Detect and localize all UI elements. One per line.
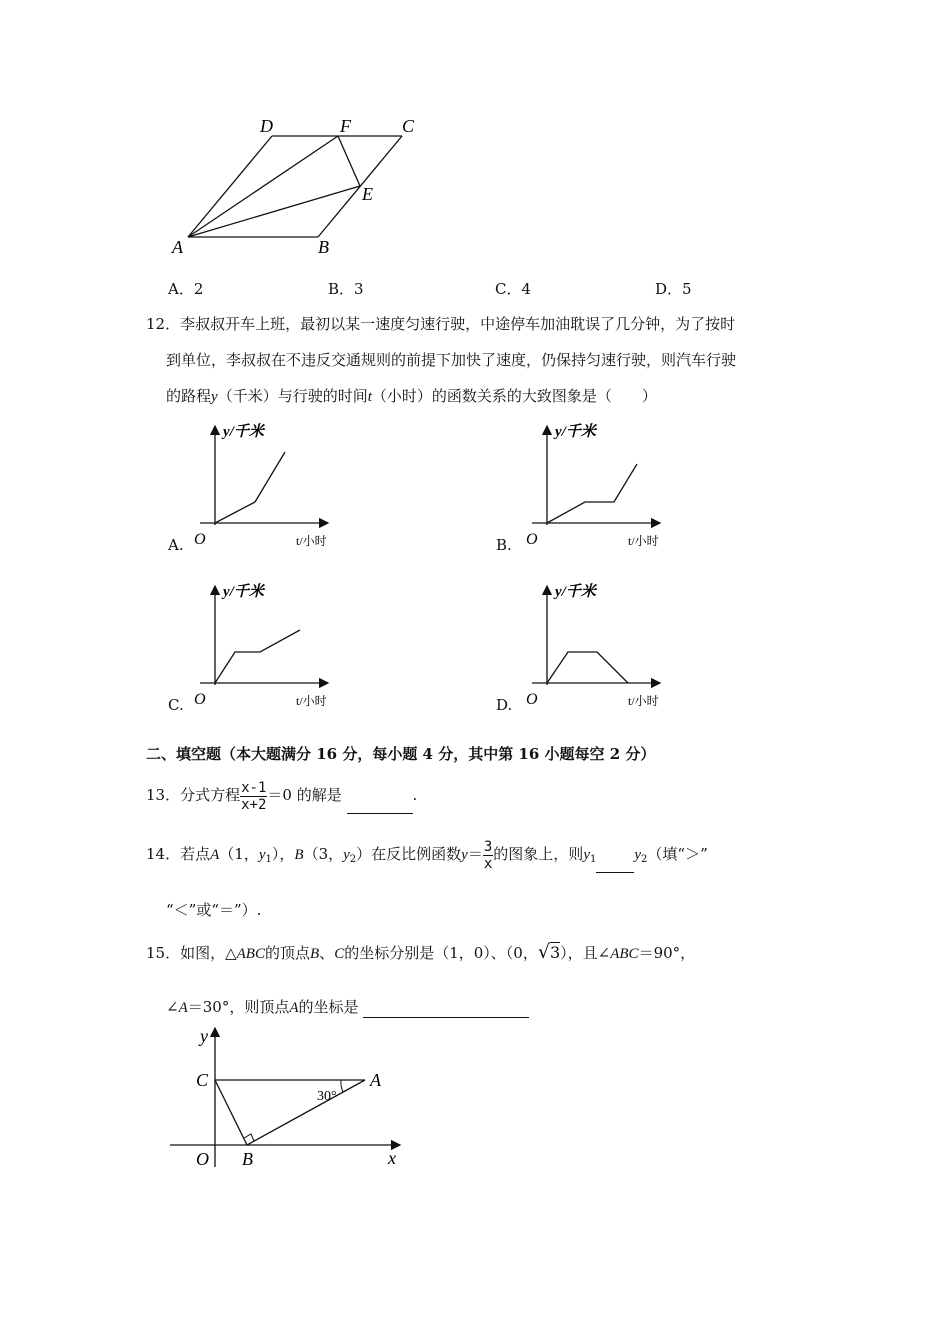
q12-line2: 到单位，李叔叔在不违反交通规则的前提下加快了速度，仍保持匀速行驶，则汽车行驶	[166, 351, 737, 369]
svg-text:t/小时: t/小时	[628, 534, 659, 548]
label-D: D	[260, 116, 273, 136]
q12-number: 12．	[146, 315, 181, 333]
svg-text:O: O	[526, 691, 538, 708]
q14-line2: “＜”或“＝”）.	[166, 901, 262, 919]
q11-parallelogram-figure	[160, 110, 460, 260]
q13-line: 13．分式方程 $\frac{x-1}{x+2}$ ＝0 的解是 .	[146, 777, 417, 814]
svg-text:y/千米: y/千米	[555, 424, 596, 440]
q15-answer-blank[interactable]	[363, 997, 529, 1018]
q15-line2: ∠A＝30°，则顶点A的坐标是	[166, 997, 529, 1018]
svg-text:y: y	[200, 1026, 208, 1046]
q11-option-c[interactable]: C．4	[495, 280, 532, 298]
svg-text:O: O	[194, 691, 206, 708]
label-B: B	[318, 237, 329, 257]
section2-title: 二、填空题（本大题满分 16 分，每小题 4 分，其中第 16 小题每空 2 分）	[146, 745, 656, 763]
q12-graph-d	[522, 580, 672, 710]
q11-option-a[interactable]: A．2	[168, 280, 204, 298]
q11-option-b[interactable]: B．3	[328, 280, 364, 298]
q12-line1: 12．李叔叔开车上班，最初以某一速度匀速行驶，中途停车加油耽误了几分钟，为了按时	[146, 315, 736, 333]
q12-graph-a	[190, 420, 340, 550]
q12-graph-b	[522, 420, 672, 550]
label-A: A	[172, 237, 183, 257]
svg-text:O: O	[194, 531, 206, 548]
q14-answer-blank[interactable]	[596, 836, 634, 873]
svg-text:O: O	[526, 531, 538, 548]
svg-text:C: C	[196, 1070, 209, 1090]
svg-text:B: B	[242, 1149, 253, 1169]
q13-fraction: $\frac{x-1}{x+2}$	[241, 779, 267, 813]
q12-option-c[interactable]: C.	[168, 696, 184, 714]
q15-line1: 15．如图，△ABC的顶点B、C的坐标分别是（1，0）、（0，√3），且∠ABC＝90°，	[146, 941, 696, 963]
q12-graph-c	[190, 580, 340, 710]
svg-text:30°: 30°	[317, 1089, 337, 1104]
segment-ae	[188, 186, 360, 237]
svg-text:O: O	[196, 1149, 209, 1169]
q12-option-b[interactable]: B.	[496, 536, 512, 554]
svg-text:y/千米: y/千米	[223, 424, 264, 440]
svg-text:A: A	[370, 1070, 381, 1090]
q12-option-a[interactable]: A.	[168, 536, 184, 554]
q14-line1: 14．若点A（1，$y_1$），B（3，$y_2$）在反比例函数y＝ $\frac{3}{x}$ 的图象上，则$y_1$ $y_2$（填“＞”	[146, 836, 708, 878]
q14-fraction: $\frac{3}{x}$	[483, 838, 493, 872]
q11-option-d[interactable]: D．5	[655, 280, 692, 298]
segment-af	[188, 136, 338, 237]
svg-text:y/千米: y/千米	[555, 584, 596, 600]
q13-answer-blank[interactable]	[347, 777, 413, 814]
svg-text:y/千米: y/千米	[223, 584, 264, 600]
svg-text:t/小时: t/小时	[296, 694, 327, 708]
segment-fe	[338, 136, 360, 186]
label-E: E	[362, 184, 373, 204]
svg-text:t/小时: t/小时	[628, 694, 659, 708]
sqrt-symbol: √	[537, 941, 550, 963]
label-F: F	[340, 116, 351, 136]
svg-text:t/小时: t/小时	[296, 534, 327, 548]
svg-text:x: x	[388, 1148, 396, 1168]
q12-line3: 的路程y（千米）与行驶的时间t（小时）的函数关系的大致图象是（ ）	[166, 387, 657, 405]
q15-triangle-figure	[160, 1022, 420, 1172]
q12-option-d[interactable]: D.	[496, 696, 513, 714]
label-C: C	[402, 116, 415, 136]
edge-ad	[188, 136, 272, 237]
